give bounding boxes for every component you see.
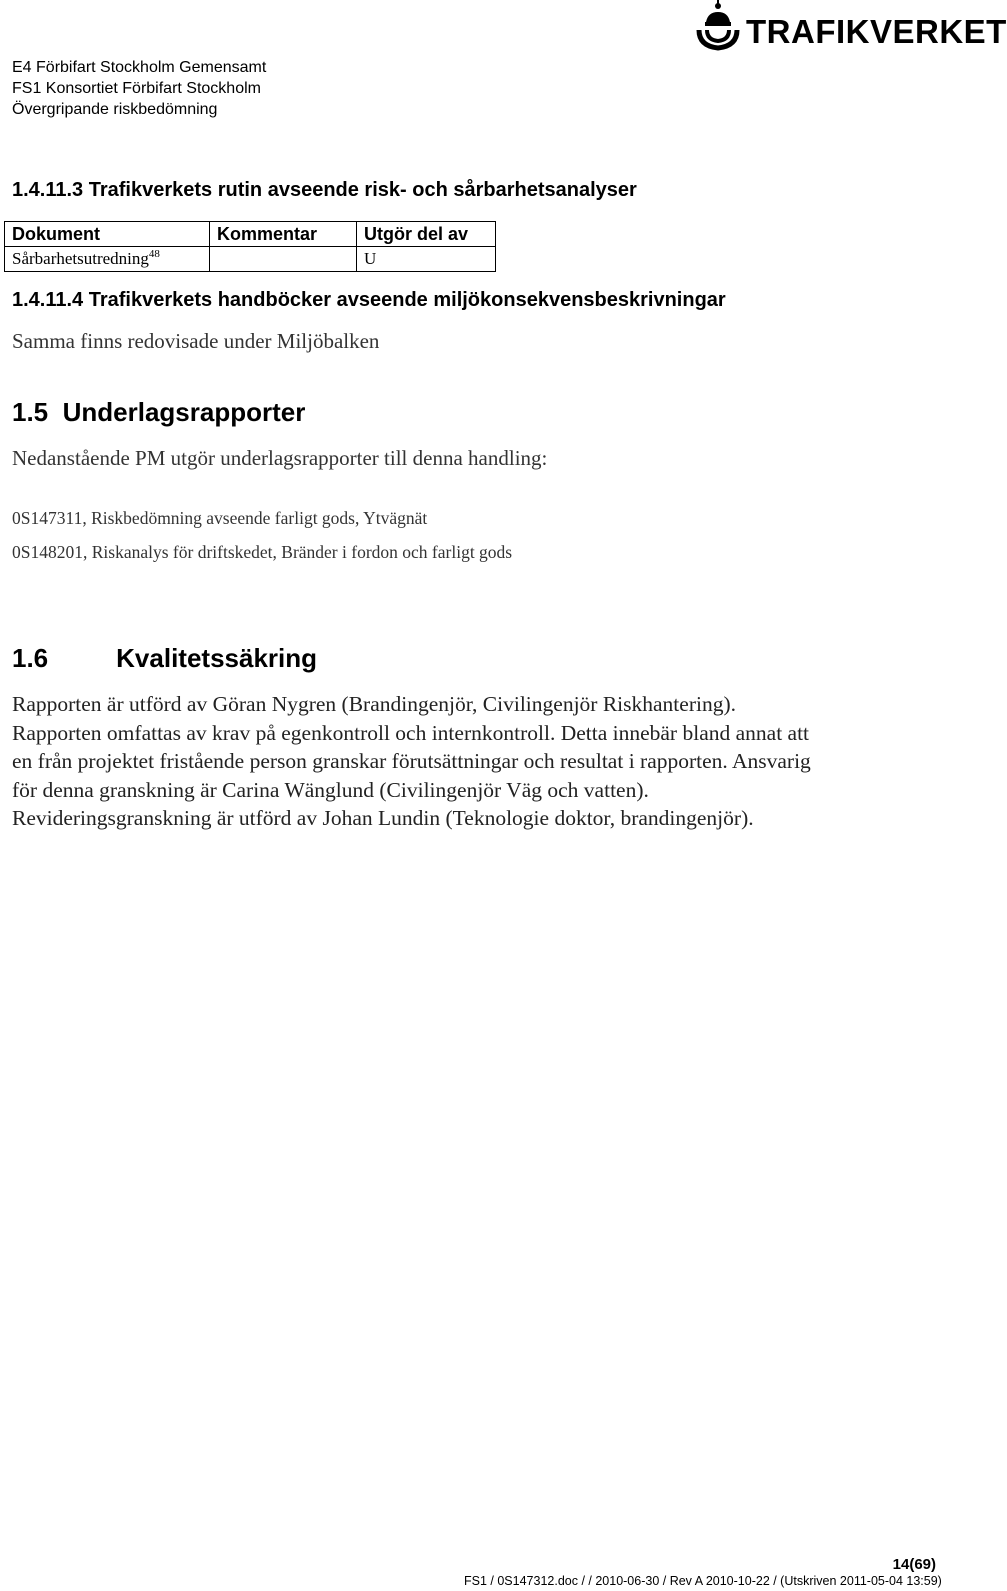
footnote-ref: 48: [148, 248, 160, 260]
paragraph-line: Revideringsgranskning är utförd av Johan Lundin (Teknologie doktor, brandingenjör).: [12, 806, 754, 830]
paragraph-line: Rapporten omfattas av krav på egenkontroll och internkontroll. Detta innebär bland annat att: [12, 720, 810, 745]
trafikverket-logo: [695, 0, 1007, 52]
table-row: [5, 247, 496, 272]
crown-icon: [695, 0, 741, 52]
report-reference: 0S147311, Riskbedömning avseende farligt gods, Ytvägnät: [12, 508, 428, 528]
document-table: [4, 221, 496, 272]
column-header-utgor-del-av: Utgör del av: [357, 222, 496, 247]
report-reference: 0S148201, Riskanalys för driftskedet, Bränder i fordon och farligt gods: [12, 542, 513, 562]
document-header: [12, 57, 266, 120]
heading-number: 1.5: [12, 397, 49, 427]
heading-title: Kvalitetssäkring: [116, 643, 318, 673]
heading-number: 1.6: [12, 643, 49, 673]
table-header-row: [5, 222, 496, 247]
document-name: Sårbarhetsutredning: [12, 249, 149, 268]
heading-1-4-11-3: 1.4.11.3 Trafikverkets rutin avseende risk- och sårbarhetsanalyser: [12, 179, 637, 201]
header-line-consortium: FS1 Konsortiet Förbifart Stockholm: [12, 80, 261, 97]
heading-1-4-11-4: 1.4.11.4 Trafikverkets handböcker avseende miljökonsekvensbeskrivningar: [12, 289, 726, 311]
table-cell-document: [5, 247, 210, 272]
header-line-project: E4 Förbifart Stockholm Gemensamt: [12, 59, 267, 76]
column-header-dokument: Dokument: [5, 222, 210, 247]
paragraph-line: Rapporten är utförd av Göran Nygren (Brandingenjör, Civilingenjör Riskhantering).: [12, 692, 736, 716]
table-cell-part-of: U: [357, 247, 496, 272]
header-line-title: Övergripande riskbedömning: [12, 101, 218, 118]
logo-wordmark: TRAFIKVERKET: [746, 13, 1007, 50]
section-1-5-intro: Nedanstående PM utgör underlagsrapporter till denna handling:: [12, 446, 548, 470]
footer-meta: FS1 / 0S147312.doc / / 2010-06-30 / Rev A 2010-10-22 / (Utskriven 2011-05-04 13:59): [464, 1574, 942, 1588]
heading-1-6: [12, 643, 317, 674]
column-header-kommentar: Kommentar: [210, 222, 357, 247]
table-cell-comment: [210, 247, 357, 272]
heading-1-5: [12, 397, 305, 428]
paragraph-line: för denna granskning är Carina Wänglund (Civilingenjör Väg och vatten).: [12, 777, 649, 802]
page-number: 14(69): [892, 1556, 936, 1573]
section-1-6-body: [12, 690, 942, 833]
section-1-4-11-4-text: Samma finns redovisade under Miljöbalken: [12, 329, 380, 353]
paragraph-line: en från projektet fristående person granskar förutsättningar och resultat i rapporten. Ansvarig: [12, 749, 811, 773]
heading-title: Underlagsrapporter: [62, 397, 306, 427]
